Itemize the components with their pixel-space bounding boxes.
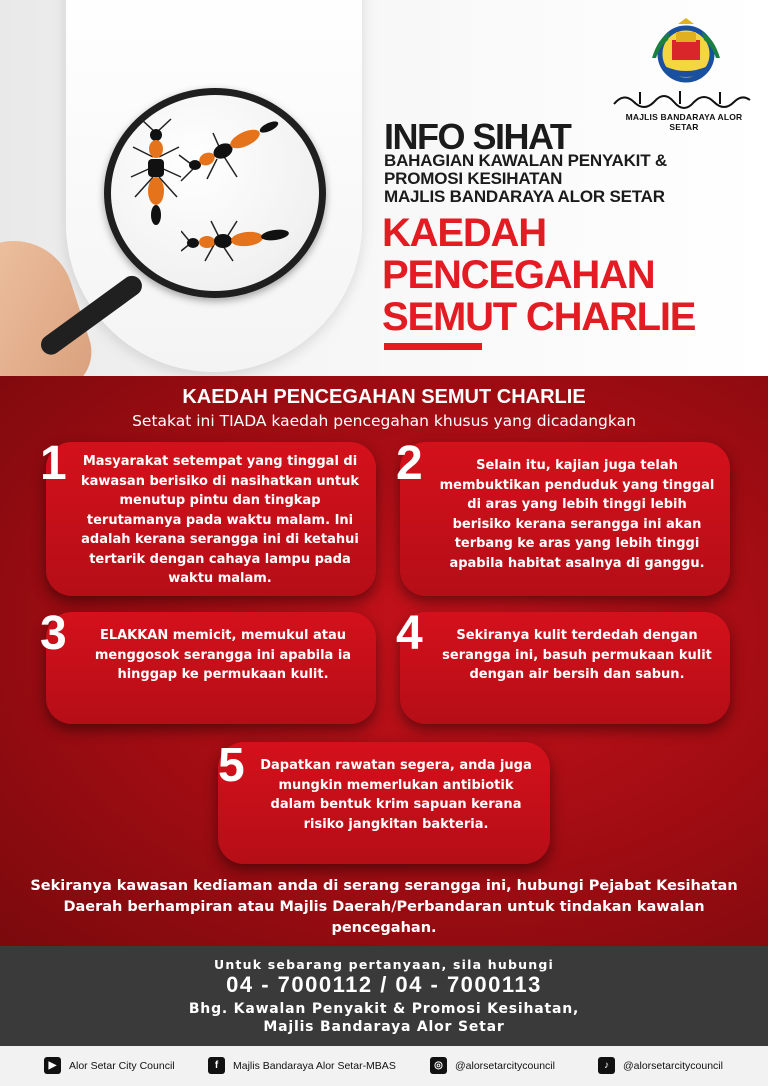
bottom-note: Sekiranya kawasan kediaman anda di serang serangga ini, hubungi Pejabat Kesihatan Daerah berhampiran atau Majlis Daerah/Perbandaran untuk tindakan kawalan pencegahan. xyxy=(30,878,738,936)
jawi-logotype xyxy=(610,88,754,110)
step-text: Selain itu, kajian juga telah membuktikan penduduk yang tinggal di aras yang lebih tinggi lebih berisiko kerana serangga ini akan terbang ke aras yang lebih tinggi apabila habitat asalnya di ganggu. xyxy=(439,458,715,571)
step-text: Masyarakat setempat yang tinggal di kawasan berisiko di nasihatkan untuk menutup pintu dan tingkap terutamanya pada waktu malam. Ini adalah kerana serangga ini di ketahui tertarik dengan cahaya lampu pada waktu malam. xyxy=(80,454,359,586)
step-number: 3 xyxy=(40,607,67,660)
header-area xyxy=(0,0,768,382)
social-label: Alor Setar City Council xyxy=(69,1059,175,1072)
main-title-line: PENCEGAHAN xyxy=(382,253,655,297)
step-number: 4 xyxy=(396,607,423,660)
social-youtube[interactable] xyxy=(44,1057,175,1074)
step-number: 5 xyxy=(218,739,245,792)
social-tiktok[interactable] xyxy=(598,1057,723,1074)
title-underline xyxy=(384,343,482,350)
main-title-line: KAEDAH xyxy=(382,211,546,255)
magnifying-glass-image xyxy=(104,88,326,298)
mbas-logo-icon xyxy=(648,18,724,86)
youtube-icon: ▶ xyxy=(44,1057,61,1074)
tiktok-icon: ♪ xyxy=(598,1057,615,1074)
instagram-icon: ◎ xyxy=(430,1057,447,1074)
contact-org-line: Bhg. Kawalan Penyakit & Promosi Kesihatan, xyxy=(188,1001,580,1017)
info-title: INFO SIHAT xyxy=(384,116,571,157)
step-number: 1 xyxy=(40,437,67,490)
section-title: KAEDAH PENCEGAHAN SEMUT CHARLIE xyxy=(182,386,586,408)
step-text: Sekiranya kulit terdedah dengan serangga ini, basuh permukaan kulit dengan air bersih dan sabun. xyxy=(442,628,712,682)
contact-phone[interactable]: 04 - 7000112 / 04 - 7000113 xyxy=(226,972,542,997)
section-subtitle: Setakat ini TIADA kaedah pencegahan khusus yang dicadangkan xyxy=(132,412,636,430)
department-line: MAJLIS BANDARAYA ALOR SETAR xyxy=(384,187,665,206)
social-facebook[interactable] xyxy=(208,1057,396,1074)
department-name xyxy=(384,152,667,206)
rove-beetle-image xyxy=(181,215,301,265)
social-label: Majlis Bandaraya Alor Setar-MBAS xyxy=(233,1059,396,1072)
rove-beetle-image xyxy=(177,115,287,185)
step-text: ELAKKAN memicit, memukul atau menggosok serangga ini apabila ia hinggap ke permukaan kulit. xyxy=(94,628,352,682)
council-name: MAJLIS BANDARAYA ALOR SETAR xyxy=(625,112,743,132)
contact-org-line: Majlis Bandaraya Alor Setar xyxy=(263,1019,505,1035)
facebook-icon: f xyxy=(208,1057,225,1074)
department-line: BAHAGIAN KAWALAN PENYAKIT & xyxy=(384,151,667,170)
department-line: PROMOSI KESIHATAN xyxy=(384,169,563,188)
social-label: @alorsetarcitycouncil xyxy=(623,1059,723,1072)
step-text: Dapatkan rawatan segera, anda juga mungkin memerlukan antibiotik dalam bentuk krim sapuan kerana risiko jangkitan bakteria. xyxy=(260,758,532,832)
main-title-line: SEMUT CHARLIE xyxy=(382,295,696,339)
social-instagram[interactable] xyxy=(430,1057,555,1074)
contact-label: Untuk sebarang pertanyaan, sila hubungi xyxy=(214,957,554,972)
social-label: @alorsetarcitycouncil xyxy=(455,1059,555,1072)
step-number: 2 xyxy=(396,437,423,490)
main-title xyxy=(382,212,695,338)
contact-organization xyxy=(0,1000,768,1036)
